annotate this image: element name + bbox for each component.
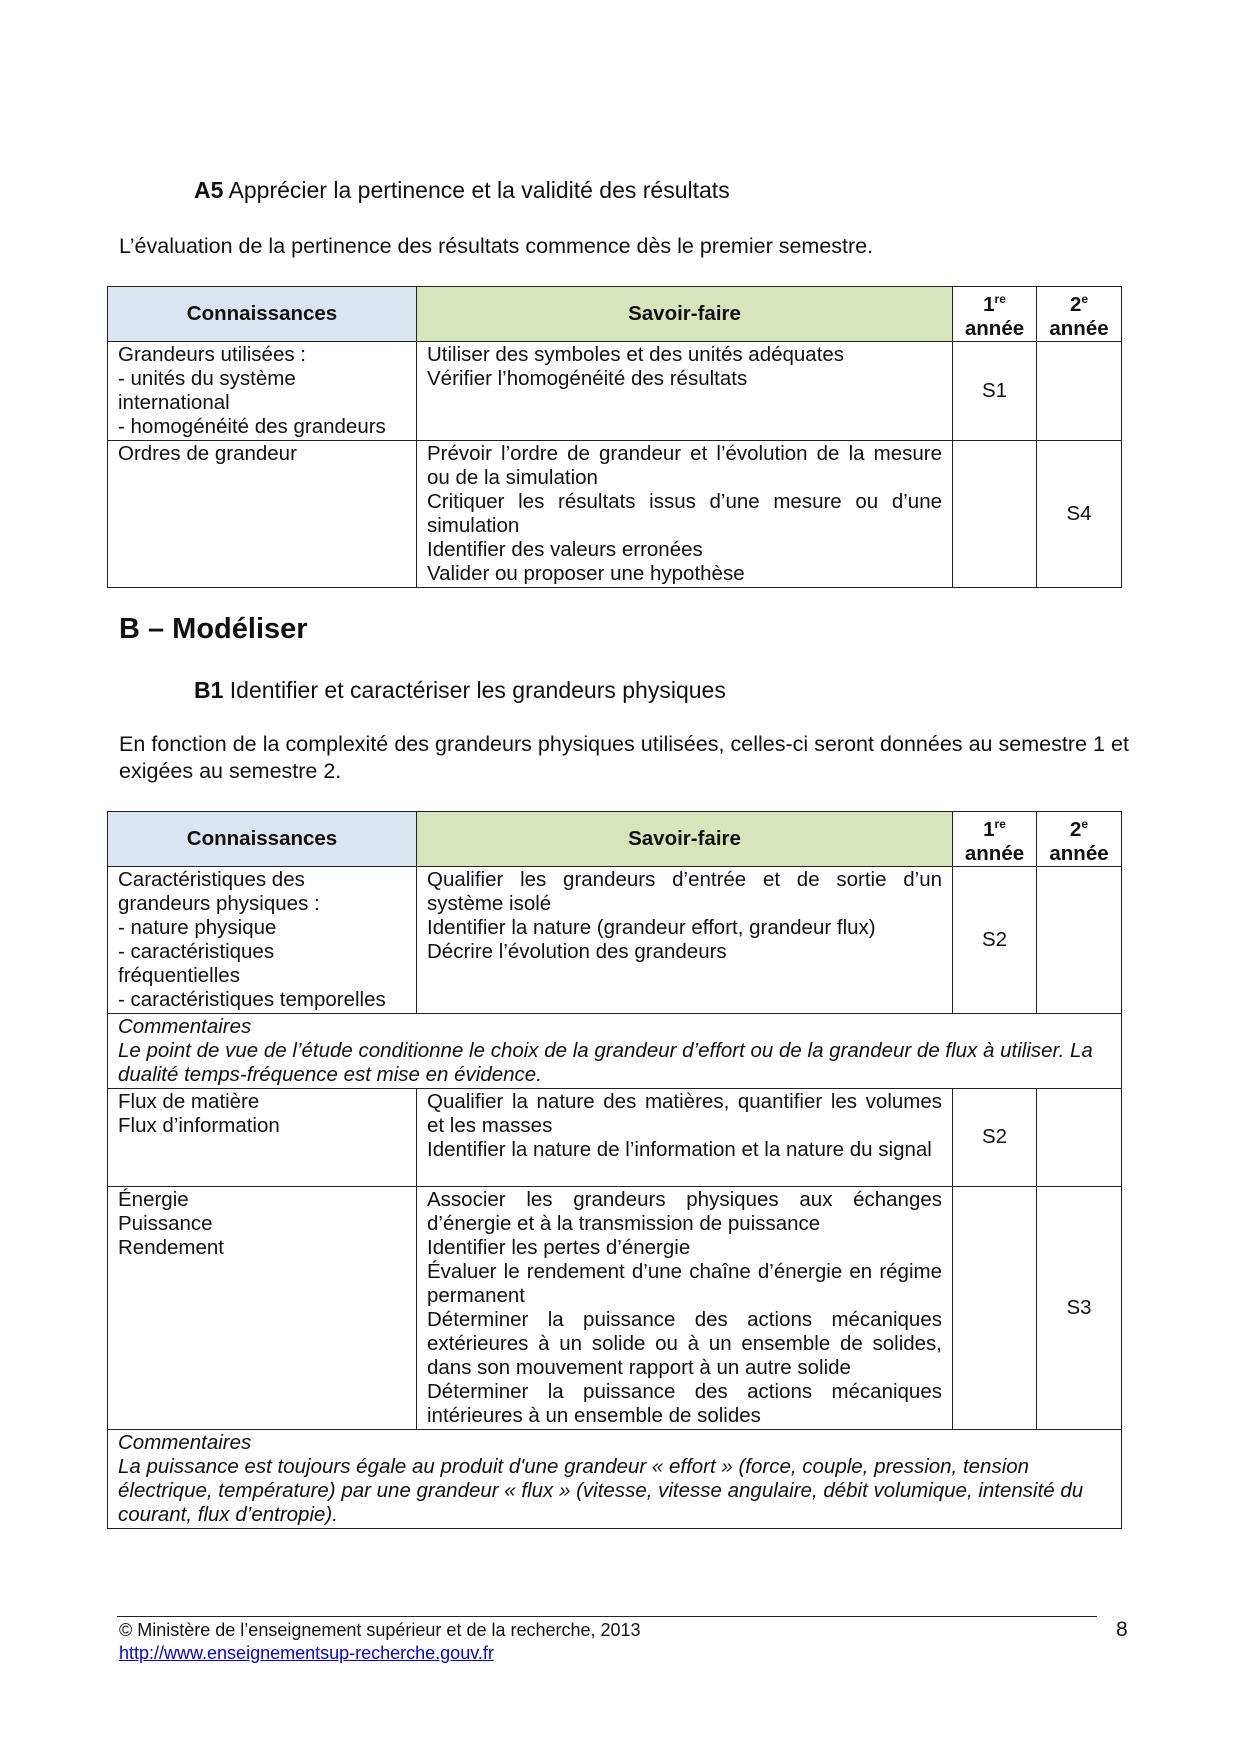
page-number: 8: [1116, 1618, 1128, 1641]
header-savoir-faire: Savoir-faire: [417, 812, 953, 867]
header-year2: 2e année: [1037, 287, 1122, 342]
cell-savoir-faire: Associer les grandeurs physiques aux échanges d’énergie et à la transmission de puissance Identifier les pertes d’énergie Évaluer le rendement d’une chaîne d’énergie en régime permanent Déterminer la puissance des actions mécaniques extérieures à un solide ou à un ensemble de solides, dans son mouvement rapport à un autre solide Déterminer la puissance des actions mécaniques intérieures à un ensemble de solides: [417, 1186, 953, 1429]
header-savoir-faire: Savoir-faire: [417, 287, 953, 342]
cell-year2: [1037, 341, 1122, 440]
cell-year1: [953, 440, 1037, 587]
header-connaissances: Connaissances: [108, 812, 417, 867]
comment-row: [108, 1013, 1122, 1088]
comment-cell: Commentaires La puissance est toujours égale au produit d'une grandeur « effort » (force, couple, pression, tension électrique, température) par une grandeur « flux » (vitesse, vitesse angulaire, débit volumique, intensité du courant, flux d’entropie).: [108, 1429, 1122, 1528]
table-header: [108, 812, 1122, 867]
table-b1: [107, 811, 1122, 1529]
section-b-heading: B – Modéliser: [119, 613, 308, 645]
cell-savoir-faire: Utiliser des symboles et des unités adéquates Vérifier l’homogénéité des résultats: [417, 341, 953, 440]
a5-intro: L’évaluation de la pertinence des résultats commence dès le premier semestre.: [119, 234, 874, 258]
cell-connaissances: Flux de matière Flux d’information: [108, 1088, 417, 1186]
section-b1-title: [194, 677, 726, 704]
footer-copyright: © Ministère de l’enseignement supérieur et de la recherche, 2013: [119, 1620, 641, 1640]
cell-savoir-faire: Prévoir l’ordre de grandeur et l’évolution de la mesure ou de la simulation Critiquer les résultats issus d’une mesure ou d’une simulation Identifier des valeurs erronées Valider ou proposer une hypothèse: [417, 440, 953, 587]
cell-connaissances: Énergie Puissance Rendement: [108, 1186, 417, 1429]
cell-connaissances: Caractéristiques des grandeurs physiques : - nature physique - caractéristiques fréquentielles - caractéristiques temporelles: [108, 866, 417, 1013]
cell-year2: S3: [1037, 1186, 1122, 1429]
cell-year1: [953, 1186, 1037, 1429]
cell-year1: S2: [953, 1088, 1037, 1186]
cell-connaissances: Grandeurs utilisées : - unités du système international - homogénéité des grandeurs: [108, 341, 417, 440]
table-header: [108, 287, 1122, 342]
header-year1: 1re année: [953, 287, 1037, 342]
cell-year1: S1: [953, 341, 1037, 440]
cell-savoir-faire: Qualifier les grandeurs d’entrée et de sortie d’un système isolé Identifier la nature (grandeur effort, grandeur flux) Décrire l’évolution des grandeurs: [417, 866, 953, 1013]
table-row: [108, 1088, 1122, 1186]
cell-year2: [1037, 1088, 1122, 1186]
comment-row: [108, 1429, 1122, 1528]
header-year1: 1re année: [953, 812, 1037, 867]
cell-year1: S2: [953, 866, 1037, 1013]
cell-year2: [1037, 866, 1122, 1013]
header-connaissances: Connaissances: [108, 287, 417, 342]
cell-connaissances: Ordres de grandeur: [108, 440, 417, 587]
footer-divider: [117, 1616, 1097, 1617]
section-code: B1: [194, 677, 224, 703]
table-row: [108, 1186, 1122, 1429]
table-row: [108, 440, 1122, 587]
section-a5-title: [194, 177, 730, 204]
table-row: [108, 866, 1122, 1013]
comment-cell: Commentaires Le point de vue de l’étude conditionne le choix de la grandeur d’effort ou de la grandeur de flux à utiliser. La dualité temps-fréquence est mise en évidence.: [108, 1013, 1122, 1088]
table-row: [108, 341, 1122, 440]
cell-savoir-faire: Qualifier la nature des matières, quantifier les volumes et les masses Identifier la nature de l’information et la nature du signal: [417, 1088, 953, 1186]
footer-link[interactable]: http://www.enseignementsup-recherche.gouv.fr: [119, 1643, 494, 1663]
section-code: A5: [194, 177, 224, 203]
table-a5: [107, 286, 1122, 588]
section-title-text: Identifier et caractériser les grandeurs physiques: [229, 677, 726, 703]
b1-intro: En fonction de la complexité des grandeurs physiques utilisées, celles-ci seront données au semestre 1 et exigées au semestre 2.: [119, 732, 1129, 783]
header-year2: 2e année: [1037, 812, 1122, 867]
cell-year2: S4: [1037, 440, 1122, 587]
section-title-text: Apprécier la pertinence et la validité des résultats: [228, 177, 730, 203]
